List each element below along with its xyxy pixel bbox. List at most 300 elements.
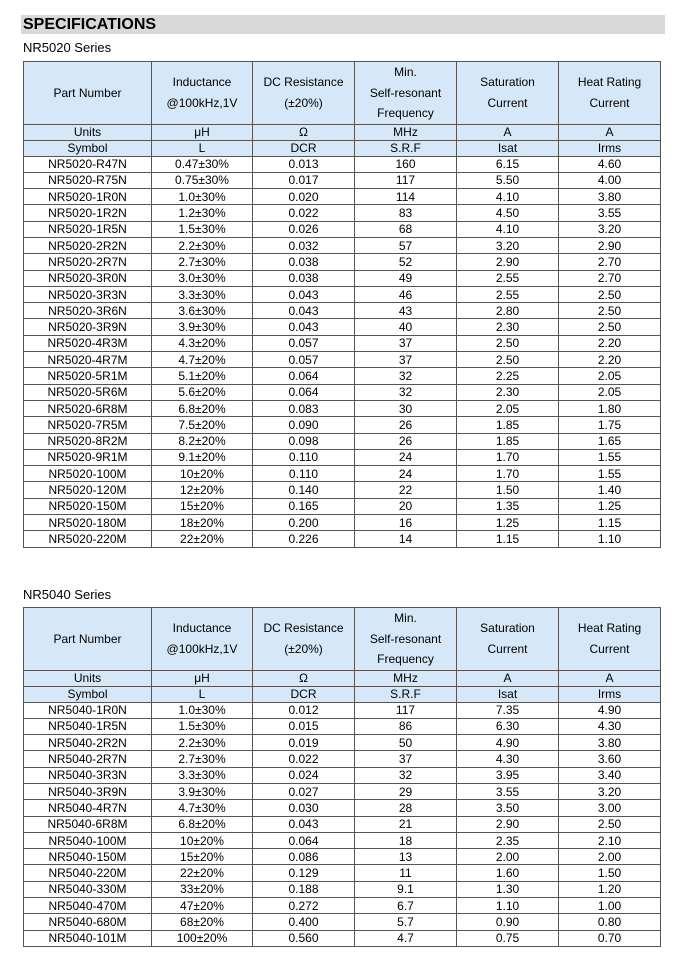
cell-saturation-current: 1.35: [457, 498, 559, 514]
cell-heat-rating-current: 1.65: [559, 433, 661, 449]
table-row: [24, 205, 661, 221]
cell-dc-resistance: 0.024: [253, 767, 355, 783]
symbol-saturation-current: Isat: [457, 140, 559, 156]
header-line: Frequency: [377, 106, 434, 120]
table-row: [24, 783, 661, 799]
cell-heat-rating-current: 1.15: [559, 515, 661, 531]
header-srf: [355, 608, 457, 671]
unit-saturation-current: A: [457, 124, 559, 140]
cell-dc-resistance: 0.027: [253, 783, 355, 799]
cell-inductance: 33±20%: [152, 881, 253, 897]
table-row: [24, 865, 661, 881]
cell-inductance: 5.1±20%: [152, 368, 253, 384]
cell-part-number: NR5020-2R7N: [24, 254, 152, 270]
cell-inductance: 22±20%: [152, 865, 253, 881]
cell-part-number: NR5020-3R0N: [24, 270, 152, 286]
cell-srf: 50: [355, 735, 457, 751]
cell-saturation-current: 1.70: [457, 449, 559, 465]
cell-srf: 32: [355, 368, 457, 384]
cell-dc-resistance: 0.012: [253, 702, 355, 718]
cell-heat-rating-current: 4.00: [559, 172, 661, 188]
cell-srf: 6.7: [355, 898, 457, 914]
cell-part-number: NR5040-100M: [24, 832, 152, 848]
unit-inductance: μH: [152, 124, 253, 140]
cell-inductance: 0.75±30%: [152, 172, 253, 188]
cell-heat-rating-current: 2.05: [559, 368, 661, 384]
units-row: [24, 670, 661, 686]
cell-srf: 16: [355, 515, 457, 531]
cell-dc-resistance: 0.083: [253, 400, 355, 416]
header-line: Part Number: [53, 85, 122, 100]
header-line: Heat Rating: [577, 621, 642, 636]
table-row: [24, 156, 661, 172]
cell-inductance: 2.7±30%: [152, 254, 253, 270]
cell-heat-rating-current: 4.30: [559, 718, 661, 734]
table-row: [24, 449, 661, 465]
cell-saturation-current: 2.55: [457, 270, 559, 286]
symbol-srf: S.R.F: [355, 140, 457, 156]
cell-part-number: NR5040-680M: [24, 914, 152, 930]
cell-saturation-current: 3.95: [457, 767, 559, 783]
cell-srf: 32: [355, 384, 457, 400]
cell-saturation-current: 1.60: [457, 865, 559, 881]
table-row: [24, 303, 661, 319]
table-row: [24, 319, 661, 335]
cell-part-number: NR5020-1R2N: [24, 205, 152, 221]
table-row: [24, 767, 661, 783]
cell-part-number: NR5020-5R1M: [24, 368, 152, 384]
cell-srf: 29: [355, 783, 457, 799]
table-row: [24, 702, 661, 718]
header-line: Saturation: [480, 75, 535, 90]
cell-inductance: 47±20%: [152, 898, 253, 914]
cell-inductance: 1.0±30%: [152, 702, 253, 718]
header-saturation-current: [457, 608, 559, 671]
header-heat-rating-current: [559, 608, 661, 671]
cell-part-number: NR5020-120M: [24, 482, 152, 498]
series-label-nr5040: NR5040 Series: [23, 587, 112, 602]
table-row: [24, 368, 661, 384]
cell-inductance: 6.8±20%: [152, 400, 253, 416]
cell-part-number: NR5020-180M: [24, 515, 152, 531]
cell-inductance: 68±20%: [152, 914, 253, 930]
header-row: [24, 608, 661, 671]
symbol-srf: S.R.F: [355, 686, 457, 702]
cell-part-number: NR5040-220M: [24, 865, 152, 881]
units-row: [24, 124, 661, 140]
cell-heat-rating-current: 2.10: [559, 832, 661, 848]
cell-part-number: NR5020-150M: [24, 498, 152, 514]
unit-srf: MHz: [355, 670, 457, 686]
cell-saturation-current: 3.55: [457, 783, 559, 799]
cell-part-number: NR5020-3R3N: [24, 286, 152, 302]
cell-heat-rating-current: 1.20: [559, 881, 661, 897]
cell-dc-resistance: 0.064: [253, 384, 355, 400]
cell-saturation-current: 6.15: [457, 156, 559, 172]
cell-heat-rating-current: 2.20: [559, 335, 661, 351]
table-row: [24, 800, 661, 816]
cell-heat-rating-current: 4.90: [559, 702, 661, 718]
cell-heat-rating-current: 3.20: [559, 221, 661, 237]
cell-part-number: NR5040-330M: [24, 881, 152, 897]
cell-part-number: NR5040-3R3N: [24, 767, 152, 783]
cell-heat-rating-current: 2.50: [559, 319, 661, 335]
cell-dc-resistance: 0.110: [253, 449, 355, 465]
symbol-inductance: L: [152, 140, 253, 156]
header-row: [24, 62, 661, 125]
cell-srf: 4.7: [355, 930, 457, 946]
table-row: [24, 735, 661, 751]
cell-dc-resistance: 0.043: [253, 319, 355, 335]
header-dc-resistance: [253, 62, 355, 125]
cell-dc-resistance: 0.057: [253, 335, 355, 351]
cell-part-number: NR5040-1R0N: [24, 702, 152, 718]
series-label-nr5020: NR5020 Series: [23, 40, 112, 55]
cell-inductance: 3.0±30%: [152, 270, 253, 286]
table-row: [24, 466, 661, 482]
cell-dc-resistance: 0.165: [253, 498, 355, 514]
cell-srf: 24: [355, 466, 457, 482]
cell-part-number: NR5020-6R8M: [24, 400, 152, 416]
cell-inductance: 2.7±30%: [152, 751, 253, 767]
cell-heat-rating-current: 2.70: [559, 254, 661, 270]
cell-part-number: NR5040-150M: [24, 849, 152, 865]
cell-part-number: NR5040-3R9N: [24, 783, 152, 799]
cell-part-number: NR5020-1R5N: [24, 221, 152, 237]
cell-srf: 11: [355, 865, 457, 881]
page-title: SPECIFICATIONS: [23, 16, 157, 33]
cell-heat-rating-current: 2.20: [559, 352, 661, 368]
cell-srf: 117: [355, 702, 457, 718]
cell-heat-rating-current: 3.80: [559, 189, 661, 205]
cell-srf: 114: [355, 189, 457, 205]
cell-dc-resistance: 0.020: [253, 189, 355, 205]
cell-dc-resistance: 0.057: [253, 352, 355, 368]
cell-srf: 30: [355, 400, 457, 416]
cell-dc-resistance: 0.038: [253, 270, 355, 286]
cell-heat-rating-current: 1.55: [559, 466, 661, 482]
cell-dc-resistance: 0.400: [253, 914, 355, 930]
cell-saturation-current: 1.25: [457, 515, 559, 531]
cell-heat-rating-current: 2.50: [559, 286, 661, 302]
cell-srf: 160: [355, 156, 457, 172]
cell-heat-rating-current: 3.40: [559, 767, 661, 783]
header-line: @100kHz,1V: [166, 641, 238, 656]
cell-inductance: 10±20%: [152, 832, 253, 848]
cell-saturation-current: 1.30: [457, 881, 559, 897]
cell-inductance: 3.3±30%: [152, 767, 253, 783]
cell-srf: 37: [355, 335, 457, 351]
table-row: [24, 816, 661, 832]
cell-dc-resistance: 0.188: [253, 881, 355, 897]
cell-saturation-current: 6.30: [457, 718, 559, 734]
cell-saturation-current: 2.50: [457, 352, 559, 368]
table-row: [24, 286, 661, 302]
cell-part-number: NR5020-3R6N: [24, 303, 152, 319]
cell-heat-rating-current: 2.70: [559, 270, 661, 286]
cell-srf: 86: [355, 718, 457, 734]
unit-saturation-current: A: [457, 670, 559, 686]
cell-inductance: 4.3±20%: [152, 335, 253, 351]
cell-inductance: 1.5±30%: [152, 221, 253, 237]
cell-dc-resistance: 0.129: [253, 865, 355, 881]
header-line: (±20%): [284, 641, 323, 656]
cell-saturation-current: 4.50: [457, 205, 559, 221]
cell-srf: 5.7: [355, 914, 457, 930]
cell-saturation-current: 2.05: [457, 400, 559, 416]
header-line: Saturation: [480, 621, 535, 636]
header-line: Inductance: [172, 75, 232, 90]
table-row: [24, 914, 661, 930]
cell-heat-rating-current: 4.60: [559, 156, 661, 172]
cell-srf: 13: [355, 849, 457, 865]
cell-srf: 40: [355, 319, 457, 335]
cell-inductance: 8.2±20%: [152, 433, 253, 449]
table-row: [24, 352, 661, 368]
cell-part-number: NR5040-1R5N: [24, 718, 152, 734]
cell-heat-rating-current: 2.50: [559, 816, 661, 832]
cell-srf: 43: [355, 303, 457, 319]
cell-dc-resistance: 0.032: [253, 237, 355, 253]
cell-dc-resistance: 0.022: [253, 205, 355, 221]
header-line: Current: [487, 95, 528, 110]
cell-saturation-current: 3.50: [457, 800, 559, 816]
cell-inductance: 15±20%: [152, 849, 253, 865]
cell-srf: 9.1: [355, 881, 457, 897]
cell-dc-resistance: 0.226: [253, 531, 355, 547]
cell-heat-rating-current: 3.80: [559, 735, 661, 751]
table-row: [24, 531, 661, 547]
cell-inductance: 2.2±30%: [152, 237, 253, 253]
cell-heat-rating-current: 1.40: [559, 482, 661, 498]
cell-inductance: 4.7±30%: [152, 800, 253, 816]
cell-part-number: NR5040-2R7N: [24, 751, 152, 767]
cell-srf: 52: [355, 254, 457, 270]
cell-part-number: NR5020-8R2M: [24, 433, 152, 449]
header-part-number: [24, 608, 152, 671]
cell-saturation-current: 1.15: [457, 531, 559, 547]
header-line: Current: [589, 641, 630, 656]
cell-saturation-current: 2.30: [457, 319, 559, 335]
cell-inductance: 9.1±20%: [152, 449, 253, 465]
cell-inductance: 22±20%: [152, 531, 253, 547]
cell-inductance: 100±20%: [152, 930, 253, 946]
table-row: [24, 400, 661, 416]
cell-srf: 24: [355, 449, 457, 465]
cell-inductance: 0.47±30%: [152, 156, 253, 172]
cell-inductance: 12±20%: [152, 482, 253, 498]
table-row: [24, 417, 661, 433]
cell-saturation-current: 1.70: [457, 466, 559, 482]
header-inductance: [152, 608, 253, 671]
cell-srf: 28: [355, 800, 457, 816]
cell-dc-resistance: 0.013: [253, 156, 355, 172]
unit-srf: MHz: [355, 124, 457, 140]
cell-heat-rating-current: 1.55: [559, 449, 661, 465]
cell-inductance: 1.2±30%: [152, 205, 253, 221]
unit-heat-rating-current: A: [559, 670, 661, 686]
cell-dc-resistance: 0.022: [253, 751, 355, 767]
cell-dc-resistance: 0.043: [253, 303, 355, 319]
table-row: [24, 832, 661, 848]
cell-srf: 32: [355, 767, 457, 783]
cell-inductance: 18±20%: [152, 515, 253, 531]
cell-inductance: 5.6±20%: [152, 384, 253, 400]
cell-part-number: NR5020-9R1M: [24, 449, 152, 465]
cell-saturation-current: 1.10: [457, 898, 559, 914]
cell-saturation-current: 1.85: [457, 433, 559, 449]
cell-heat-rating-current: 1.00: [559, 898, 661, 914]
cell-inductance: 7.5±20%: [152, 417, 253, 433]
cell-part-number: NR5020-4R3M: [24, 335, 152, 351]
unit-dc-resistance: Ω: [253, 670, 355, 686]
cell-dc-resistance: 0.043: [253, 816, 355, 832]
cell-srf: 68: [355, 221, 457, 237]
cell-saturation-current: 2.35: [457, 832, 559, 848]
symbol-dc-resistance: DCR: [253, 686, 355, 702]
cell-dc-resistance: 0.064: [253, 368, 355, 384]
table-row: [24, 515, 661, 531]
cell-saturation-current: 0.75: [457, 930, 559, 946]
table-row: [24, 237, 661, 253]
cell-heat-rating-current: 3.60: [559, 751, 661, 767]
cell-saturation-current: 1.50: [457, 482, 559, 498]
symbol-saturation-current: Isat: [457, 686, 559, 702]
header-line: Self-resonant: [369, 631, 442, 646]
symbol-heat-rating-current: Irms: [559, 140, 661, 156]
cell-heat-rating-current: 1.80: [559, 400, 661, 416]
cell-heat-rating-current: 1.50: [559, 865, 661, 881]
cell-dc-resistance: 0.030: [253, 800, 355, 816]
cell-dc-resistance: 0.086: [253, 849, 355, 865]
cell-heat-rating-current: 0.80: [559, 914, 661, 930]
symbol-heat-rating-current: Irms: [559, 686, 661, 702]
symbol-inductance: L: [152, 686, 253, 702]
header-line: Min.: [394, 611, 417, 625]
header-line: DC Resistance: [263, 75, 344, 90]
cell-inductance: 6.8±20%: [152, 816, 253, 832]
symbol-row: [24, 140, 661, 156]
cell-part-number: NR5020-220M: [24, 531, 152, 547]
cell-inductance: 3.9±30%: [152, 319, 253, 335]
unit-part-number: Units: [24, 670, 152, 686]
header-line: Frequency: [377, 652, 434, 666]
table-row: [24, 270, 661, 286]
cell-dc-resistance: 0.043: [253, 286, 355, 302]
cell-heat-rating-current: 1.75: [559, 417, 661, 433]
header-saturation-current: [457, 62, 559, 125]
cell-part-number: NR5020-R75N: [24, 172, 152, 188]
cell-part-number: NR5040-6R8M: [24, 816, 152, 832]
cell-saturation-current: 3.20: [457, 237, 559, 253]
table-row: [24, 384, 661, 400]
header-line: @100kHz,1V: [166, 95, 238, 110]
cell-dc-resistance: 0.026: [253, 221, 355, 237]
symbol-dc-resistance: DCR: [253, 140, 355, 156]
cell-inductance: 1.5±30%: [152, 718, 253, 734]
table-row: [24, 849, 661, 865]
cell-part-number: NR5040-470M: [24, 898, 152, 914]
cell-heat-rating-current: 3.00: [559, 800, 661, 816]
header-line: DC Resistance: [263, 621, 344, 636]
header-dc-resistance: [253, 608, 355, 671]
cell-srf: 14: [355, 531, 457, 547]
cell-heat-rating-current: 2.05: [559, 384, 661, 400]
cell-dc-resistance: 0.098: [253, 433, 355, 449]
cell-heat-rating-current: 2.50: [559, 303, 661, 319]
table-row: [24, 335, 661, 351]
cell-dc-resistance: 0.019: [253, 735, 355, 751]
table-row: [24, 930, 661, 946]
table-row: [24, 221, 661, 237]
table-row: [24, 189, 661, 205]
cell-srf: 22: [355, 482, 457, 498]
cell-part-number: NR5040-4R7N: [24, 800, 152, 816]
header-part-number: [24, 62, 152, 125]
cell-part-number: NR5040-101M: [24, 930, 152, 946]
cell-part-number: NR5020-4R7M: [24, 352, 152, 368]
cell-saturation-current: 5.50: [457, 172, 559, 188]
cell-saturation-current: 4.10: [457, 189, 559, 205]
header-line: (±20%): [284, 95, 323, 110]
cell-inductance: 3.6±30%: [152, 303, 253, 319]
table-row: [24, 433, 661, 449]
cell-part-number: NR5020-7R5M: [24, 417, 152, 433]
cell-saturation-current: 7.35: [457, 702, 559, 718]
cell-saturation-current: 2.90: [457, 254, 559, 270]
specifications-title-bar: [21, 15, 665, 34]
header-line: Current: [487, 641, 528, 656]
header-heat-rating-current: [559, 62, 661, 125]
cell-heat-rating-current: 1.10: [559, 531, 661, 547]
header-inductance: [152, 62, 253, 125]
header-line: Current: [589, 95, 630, 110]
cell-inductance: 1.0±30%: [152, 189, 253, 205]
cell-saturation-current: 0.90: [457, 914, 559, 930]
cell-dc-resistance: 0.017: [253, 172, 355, 188]
cell-part-number: NR5020-3R9N: [24, 319, 152, 335]
cell-saturation-current: 2.90: [457, 816, 559, 832]
table-row: [24, 718, 661, 734]
cell-part-number: NR5020-2R2N: [24, 237, 152, 253]
header-srf: [355, 62, 457, 125]
header-line: Part Number: [53, 631, 122, 646]
cell-saturation-current: 4.90: [457, 735, 559, 751]
cell-inductance: 3.3±30%: [152, 286, 253, 302]
unit-inductance: μH: [152, 670, 253, 686]
cell-dc-resistance: 0.015: [253, 718, 355, 734]
table-row: [24, 498, 661, 514]
unit-part-number: Units: [24, 124, 152, 140]
cell-dc-resistance: 0.038: [253, 254, 355, 270]
cell-heat-rating-current: 2.00: [559, 849, 661, 865]
cell-heat-rating-current: 1.25: [559, 498, 661, 514]
cell-heat-rating-current: 3.20: [559, 783, 661, 799]
cell-srf: 83: [355, 205, 457, 221]
cell-inductance: 10±20%: [152, 466, 253, 482]
cell-srf: 57: [355, 237, 457, 253]
cell-saturation-current: 2.30: [457, 384, 559, 400]
cell-srf: 20: [355, 498, 457, 514]
cell-srf: 26: [355, 417, 457, 433]
cell-heat-rating-current: 2.90: [559, 237, 661, 253]
cell-dc-resistance: 0.090: [253, 417, 355, 433]
table-row: [24, 881, 661, 897]
cell-srf: 49: [355, 270, 457, 286]
table-row: [24, 482, 661, 498]
cell-saturation-current: 2.55: [457, 286, 559, 302]
header-line: Self-resonant: [369, 85, 442, 100]
